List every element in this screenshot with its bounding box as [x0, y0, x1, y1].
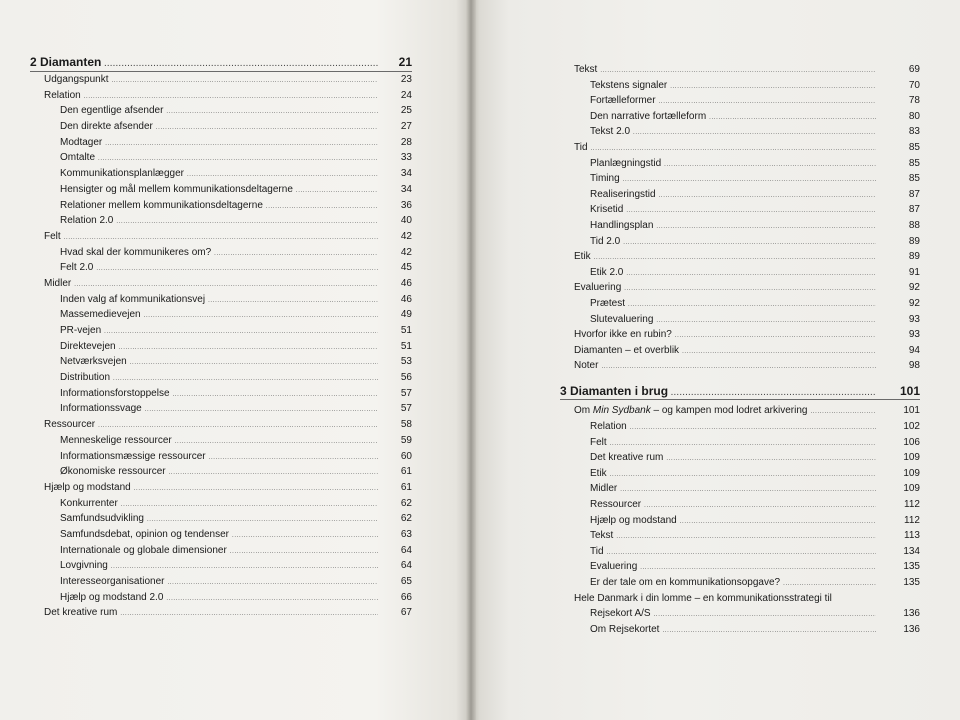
- toc-entry-title: 3 Diamanten i brug: [560, 383, 669, 398]
- toc-entry-title: Midler: [590, 483, 618, 495]
- toc-entry-title: Modtager: [60, 136, 103, 148]
- toc-entry: [560, 249, 920, 265]
- toc-entry: [560, 403, 920, 419]
- toc-page-number: 109: [903, 467, 920, 479]
- toc-entry-title: Relation: [590, 421, 627, 433]
- toc-page-number: 21: [398, 55, 412, 69]
- toc-page-number: 24: [400, 89, 412, 101]
- toc-entry-title: Tid: [590, 545, 604, 557]
- toc-entry-title: Samfundsdebat, opinion og tendenser: [60, 528, 230, 540]
- toc-page-number: 93: [908, 329, 920, 341]
- toc-page-number: 69: [908, 64, 920, 75]
- toc-entry-title: Midler: [44, 277, 72, 289]
- toc-page-number: 46: [400, 277, 412, 289]
- toc-entry-title: Interesseorganisationer: [60, 576, 165, 587]
- toc-entry: [560, 280, 920, 296]
- toc-entry: [560, 296, 920, 312]
- toc-entry-title: Evaluering: [590, 561, 638, 573]
- toc-page-number: 49: [400, 309, 412, 321]
- toc-entry-title: Hvad skal der kommunikeres om?: [60, 246, 212, 258]
- toc-page-number: 70: [908, 79, 920, 91]
- toc-entry-title: Timing: [590, 173, 620, 185]
- toc-entry: [560, 234, 920, 250]
- toc-entry: [30, 590, 412, 606]
- toc-entry-title: Slutevaluering: [590, 313, 654, 325]
- toc-page-number: 136: [903, 608, 920, 620]
- toc-entry: [560, 93, 920, 109]
- toc-entry: [560, 419, 920, 435]
- toc-entry-title: Informationsforstoppelse: [60, 387, 170, 399]
- toc-entry-title: Felt: [590, 436, 607, 448]
- toc-entry-title: Konkurrenter: [60, 497, 118, 509]
- toc-page-number: 83: [908, 126, 920, 138]
- toc-entry: [30, 292, 412, 308]
- toc-entry-title: Er der tale om en kommunikationsopgave?: [590, 577, 781, 588]
- toc-entry-title: Relation: [44, 89, 81, 101]
- toc-page-number: 36: [400, 199, 412, 211]
- toc-entry-title: Tekstens signaler: [590, 79, 668, 91]
- toc-page-number: 106: [903, 436, 920, 448]
- toc-entry-title: Relation 2.0: [60, 215, 114, 227]
- toc-page-number: 136: [903, 623, 920, 635]
- toc-entry: [30, 307, 412, 323]
- toc-page-number: 67: [400, 607, 412, 619]
- toc-page-number: 51: [400, 340, 412, 352]
- toc-page-number: 87: [908, 204, 920, 216]
- toc-page-number: 33: [400, 152, 412, 164]
- toc-entry-title: Hjælp og modstand: [590, 514, 677, 526]
- toc-entry-title: Samfundsudvikling: [60, 513, 144, 525]
- toc-entry-title: Prætest: [590, 297, 626, 309]
- toc-entry: [30, 417, 412, 433]
- toc-page-number: 98: [908, 360, 920, 372]
- toc-entry-title: Realiseringstid: [590, 188, 656, 200]
- toc-entry: [30, 543, 412, 559]
- toc-entry: [30, 354, 412, 370]
- toc-entry-title: Den narrative fortælleform: [590, 110, 707, 122]
- toc-entry: [560, 124, 920, 140]
- toc-entry: [30, 574, 412, 590]
- toc-page-number: 23: [400, 74, 412, 85]
- toc-entry: [560, 528, 920, 544]
- toc-page-number: 92: [908, 297, 920, 309]
- toc-entry: [560, 171, 920, 187]
- toc-page-number: 113: [904, 530, 920, 542]
- toc-entry-title: Det kreative rum: [590, 452, 664, 464]
- toc-entry-title: Rejsekort A/S: [590, 608, 651, 620]
- toc-entry: [560, 187, 920, 203]
- toc-page-number: 134: [903, 545, 920, 557]
- toc-entry-title: Om Min Sydbank – og kampen mod lodret arkivering: [574, 405, 808, 417]
- toc-entry: [30, 511, 412, 527]
- toc-page-number: 109: [903, 452, 920, 464]
- toc-chapter-entry: [30, 54, 412, 72]
- toc-page-number: 85: [908, 173, 920, 185]
- toc-entry-title: Tekst 2.0: [590, 126, 631, 138]
- toc-page-number: 27: [400, 121, 412, 133]
- toc-page-number: 89: [908, 251, 920, 263]
- toc-entry: [560, 622, 920, 638]
- toc-entry-title: Tid 2.0: [590, 235, 621, 247]
- toc-entry-title: Diamanten – et overblik: [574, 344, 680, 356]
- toc-entry-title: Den egentlige afsender: [60, 105, 164, 117]
- toc-entry: [30, 496, 412, 512]
- toc-entry-title: Ressourcer: [590, 499, 642, 511]
- toc-entry-title: Informationssvage: [60, 403, 142, 415]
- toc-entry: [30, 182, 412, 198]
- toc-entry-title: Tid: [574, 141, 588, 153]
- toc-entry-title: Handlingsplan: [590, 219, 654, 231]
- toc-entry: [560, 450, 920, 466]
- toc-entry-title: Etik: [574, 251, 591, 263]
- toc-entry: [560, 358, 920, 374]
- toc-entry: [30, 464, 412, 480]
- toc-entry: [30, 72, 412, 88]
- toc-page-number: 80: [908, 110, 920, 122]
- toc-entry: [560, 544, 920, 560]
- toc-page-number: 85: [908, 157, 920, 169]
- toc-page-number: 101: [899, 383, 920, 398]
- toc-entry: [30, 605, 412, 621]
- toc-entry: [30, 339, 412, 355]
- toc-entry: [560, 312, 920, 328]
- toc-page-number: 109: [903, 483, 920, 495]
- toc-entry-title: Inden valg af kommunikationsvej: [60, 293, 206, 305]
- toc-entry-title: Om Rejsekortet: [590, 623, 660, 635]
- toc-entry-title: Hjælp og modstand 2.0: [60, 591, 164, 603]
- toc-entry: [30, 370, 412, 386]
- toc-entry: [560, 202, 920, 218]
- toc-entry: [30, 449, 412, 465]
- toc-entry: [560, 559, 920, 575]
- toc-page-number: 85: [908, 141, 920, 153]
- toc-entry: [560, 513, 920, 529]
- toc-entry-title: Den direkte afsender: [60, 121, 153, 133]
- toc-entry: [30, 198, 412, 214]
- toc-entry-title: Økonomiske ressourcer: [60, 466, 166, 478]
- toc-entry-title: Udgangspunkt: [44, 74, 109, 85]
- toc-entry-title: Tekst: [590, 530, 614, 542]
- toc-entry: [30, 119, 412, 135]
- toc-entry-title: Hjælp og modstand: [44, 481, 131, 493]
- toc-entry-title: Lovgivning: [60, 560, 108, 572]
- toc-page-number: 58: [400, 419, 412, 431]
- toc-page-number: 63: [400, 528, 412, 540]
- toc-page-number: 59: [400, 434, 412, 446]
- toc-page-number: 42: [400, 246, 412, 258]
- toc-page-number: 89: [908, 235, 920, 247]
- toc-entry: [560, 62, 920, 78]
- toc-page-number: 40: [400, 215, 412, 227]
- toc-entry-title: PR-vejen: [60, 325, 102, 336]
- toc-page-number: 34: [400, 183, 412, 195]
- toc-entry: [560, 481, 920, 497]
- toc-leader-dots: [601, 358, 876, 376]
- toc-page-number: 65: [400, 576, 412, 587]
- toc-page-number: 91: [908, 266, 920, 278]
- toc-page-number: 92: [908, 282, 920, 294]
- toc-entry-title: Det kreative rum: [44, 607, 118, 619]
- toc-entry: [560, 575, 920, 591]
- toc-entry: [30, 276, 412, 292]
- toc-entry: [30, 229, 412, 245]
- toc-entry: [560, 591, 920, 607]
- toc-entry: [30, 260, 412, 276]
- toc-leader-dots: [120, 605, 378, 623]
- toc-entry-title: Internationale og globale dimensioner: [60, 544, 227, 556]
- toc-entry-title: Netværksvejen: [60, 356, 127, 368]
- toc-leader-dots: [662, 622, 876, 640]
- toc-leader-dots: [671, 384, 876, 402]
- toc-page-number: 135: [903, 561, 920, 573]
- toc-entry: [30, 135, 412, 151]
- toc-page-number: 34: [400, 168, 412, 180]
- toc-entry: [30, 88, 412, 104]
- toc-page-number: 64: [400, 560, 412, 572]
- toc-entry-title: Fortælleformer: [590, 95, 656, 107]
- toc-page-number: 101: [903, 405, 920, 417]
- left-page: [0, 0, 470, 720]
- toc-page-number: 87: [908, 188, 920, 200]
- toc-entry: [30, 166, 412, 182]
- toc-entry: [560, 265, 920, 281]
- toc-entry: [560, 606, 920, 622]
- toc-list-right: [560, 62, 920, 637]
- toc-entry-title: Tekst: [574, 64, 598, 75]
- toc-entry: [30, 103, 412, 119]
- toc-entry-title: Hvorfor ikke en rubin?: [574, 329, 672, 341]
- toc-page-number: 112: [904, 499, 920, 511]
- toc-page-number: 61: [400, 481, 412, 493]
- toc-entry: [30, 401, 412, 417]
- toc-entry: [30, 150, 412, 166]
- toc-leader-dots: [104, 54, 378, 73]
- toc-page-number: 62: [400, 497, 412, 509]
- toc-page-number: 46: [400, 293, 412, 305]
- toc-entry: [30, 527, 412, 543]
- toc-entry-title: Menneskelige ressourcer: [60, 434, 172, 446]
- toc-entry: [30, 386, 412, 402]
- toc-entry-title: 2 Diamanten: [30, 55, 102, 69]
- toc-page-number: 62: [400, 513, 412, 525]
- toc-entry-title: Etik: [590, 467, 607, 479]
- toc-page-number: 94: [908, 344, 920, 356]
- toc-entry: [30, 323, 412, 339]
- toc-entry: [30, 213, 412, 229]
- toc-entry-title: Planlægningstid: [590, 157, 662, 169]
- toc-entry: [30, 558, 412, 574]
- toc-list-left: [30, 54, 412, 621]
- toc-page-number: 64: [400, 544, 412, 556]
- toc-entry-title: Distribution: [60, 372, 111, 384]
- toc-entry-title: Felt 2.0: [60, 262, 94, 274]
- toc-entry-title: Krisetid: [590, 204, 624, 216]
- toc-entry: [30, 245, 412, 261]
- toc-entry: [560, 78, 920, 94]
- toc-page-number: 57: [400, 387, 412, 399]
- toc-page-number: 60: [400, 450, 412, 462]
- toc-entry-title: Relationer mellem kommunikationsdeltagerne: [60, 199, 263, 211]
- toc-entry: [560, 327, 920, 343]
- toc-entry: [560, 109, 920, 125]
- toc-entry-title: Hensigter og mål mellem kommunikationsdeltagerne: [60, 183, 293, 195]
- toc-entry: [560, 435, 920, 451]
- toc-page-number: 93: [908, 313, 920, 325]
- toc-page-number: 45: [400, 262, 412, 274]
- toc-entry: [560, 343, 920, 359]
- toc-page-number: 102: [903, 421, 920, 433]
- toc-entry-title: Etik 2.0: [590, 266, 624, 278]
- toc-entry-title: Felt: [44, 230, 61, 242]
- toc-page-number: 61: [400, 466, 412, 478]
- toc-page-number: 112: [904, 514, 920, 526]
- toc-page-number: 135: [903, 577, 920, 588]
- toc-page-number: 42: [400, 230, 412, 242]
- toc-page-number: 51: [400, 325, 412, 336]
- toc-entry-title: Noter: [574, 360, 599, 372]
- toc-page-number: 78: [908, 95, 920, 107]
- toc-entry: [30, 433, 412, 449]
- toc-entry: [560, 497, 920, 513]
- toc-page-number: 56: [400, 372, 412, 384]
- toc-entry-title: Hele Danmark i din lomme – en kommunikationsstrategi til: [574, 592, 832, 604]
- toc-page-number: 88: [908, 219, 920, 231]
- toc-page-number: 53: [400, 356, 412, 368]
- toc-entry: [560, 140, 920, 156]
- toc-entry-title: Massemedievejen: [60, 309, 141, 321]
- toc-entry-title: Direktevejen: [60, 340, 116, 352]
- toc-page-number: 66: [400, 591, 412, 603]
- toc-entry-title: Evaluering: [574, 282, 622, 294]
- toc-page-number: 57: [400, 403, 412, 415]
- toc-entry-title: Kommunikationsplanlægger: [60, 168, 184, 180]
- toc-entry-title: Ressourcer: [44, 419, 96, 431]
- toc-chapter-entry: [560, 384, 920, 401]
- toc-entry-title: Omtalte: [60, 152, 96, 164]
- toc-entry: [560, 156, 920, 172]
- toc-entry: [30, 480, 412, 496]
- toc-entry: [560, 218, 920, 234]
- toc-page-number: 25: [400, 105, 412, 117]
- toc-page-number: 28: [400, 136, 412, 148]
- book-gutter: [466, 0, 476, 720]
- toc-entry-title: Informationsmæssige ressourcer: [60, 450, 206, 462]
- toc-entry: [560, 466, 920, 482]
